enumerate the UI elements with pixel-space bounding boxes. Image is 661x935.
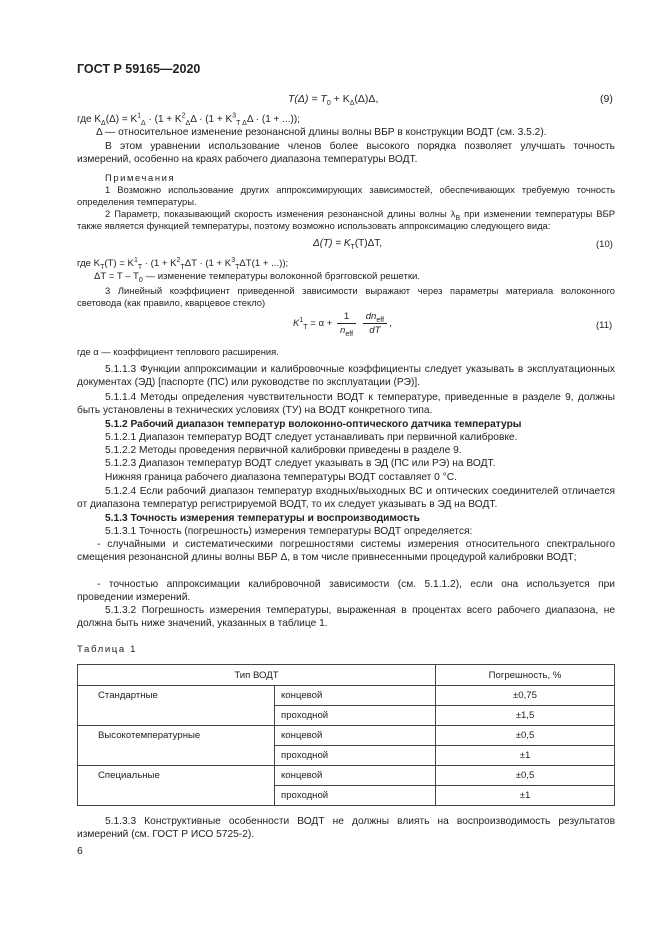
kind-cell: концевой — [275, 686, 436, 706]
type-cell-empty — [78, 706, 275, 726]
paragraph-5-1-3-1: 5.1.3.1 Точность (погрешность) измерения температуры ВОДТ определяется: — [105, 526, 473, 537]
where-k-t: где $K_T(T) = K^1_T \cdot (1 + K^2_T\Delta T \cdot (1 + K^3_T\Delta T(1$ + ...)); — [77, 256, 289, 271]
table-row — [78, 786, 615, 806]
error-cell: ±1 — [436, 786, 615, 806]
paragraph-5-1-1-4: 5.1.1.4 Методы определения чувствительности ВОДТ к температуре, приведенные в разделе 9, должны быть установлены в технических условиях (ТУ) на ВОДТ конкретного типа. — [77, 392, 615, 416]
bullet-random-errors: - случайными и систематическими погрешностями системы измерения относительного спектрального смещения резонансной длины волны ВБР Δ, в том числе привнесенными процедурой калибровки ВОДТ; — [77, 539, 615, 563]
col-header-type: Тип ВОДТ — [78, 665, 436, 686]
type-cell: Специальные — [78, 766, 275, 786]
error-cell: ±1,5 — [436, 706, 615, 726]
document-header: ГОСТ Р 59165—2020 — [77, 62, 201, 76]
paragraph-lower-bound: Нижняя граница рабочего диапазона температуры ВОДТ составляет 0 °С. — [105, 472, 457, 483]
table-row — [78, 766, 615, 786]
delta-t-definition: $\Delta T = T - T_0$ — изменение температуры волоконной брэгговской решетки. — [94, 271, 421, 284]
error-cell: ±0,75 — [436, 686, 615, 706]
kind-cell: проходной — [275, 706, 436, 726]
heading-5-1-2: 5.1.2 Рабочий диапазон температур волоконно-оптического датчика температуры — [105, 419, 522, 430]
col-header-error: Погрешность, % — [436, 665, 615, 686]
paragraph-5-1-2-3: 5.1.2.3 Диапазон температур ВОДТ следует указывать в ЭД (ПС или РЭ) на ВОДТ. — [105, 458, 496, 469]
table-row — [78, 706, 615, 726]
kind-cell: концевой — [275, 726, 436, 746]
notes-title: Примечания — [105, 172, 176, 183]
equation-11-number: (11) — [596, 320, 613, 331]
equation-9: $T(\Delta) = T_0 + K_\Delta(\Delta)\Delta$, — [288, 93, 379, 108]
type-cell: Высокотемпературные — [78, 726, 275, 746]
note-3: 3 Линейный коэффициент приведенной зависимости выражают через параметры материала волоконного световода (как правило, кварцевое стекло) — [77, 285, 615, 308]
page-number: 6 — [77, 845, 83, 857]
kind-cell: проходной — [275, 786, 436, 806]
error-cell: ±0,5 — [436, 766, 615, 786]
alpha-definition: где α — коэффициент теплового расширения. — [77, 346, 279, 357]
accuracy-table — [77, 664, 615, 806]
table-row — [78, 746, 615, 766]
table-caption: Таблица 1 — [77, 644, 138, 655]
type-cell-empty — [78, 786, 275, 806]
where-k-delta: где $K_\Delta(\Delta) = K^1_\Delta \cdot (1 + K^2_\Delta\Delta \cdot (1 + K^3_{T \Delta}\Delta \cdot (1$ + ...)); — [77, 112, 300, 127]
equation-10: $\Delta(T) = K_T(T)\Delta T$, — [313, 238, 383, 251]
table-header-row — [78, 665, 615, 686]
paragraph-5-1-3-3: 5.1.3.3 Конструктивные особенности ВОДТ не должны влиять на воспроизводимость результатов измерений (см. ГОСТ Р ИСО 5725-2). — [77, 816, 615, 840]
type-cell-empty — [78, 746, 275, 766]
type-cell: Стандартные — [78, 686, 275, 706]
paragraph-5-1-2-2: 5.1.2.2 Методы проведения первичной калибровки приведены в разделе 9. — [105, 445, 462, 456]
heading-5-1-3: 5.1.3 Точность измерения температуры и воспроизводимость — [105, 513, 420, 524]
error-cell: ±1 — [436, 746, 615, 766]
note-1: 1 Возможно использование других аппроксимирующих зависимостей, обеспечивающих требуемую точность определения температуры. — [77, 184, 615, 207]
bullet-approximation: - точностью аппроксимации калибровочной зависимости (см. 5.1.1.2), если она используется при проведении измерений. — [77, 579, 615, 603]
note-2: 2 Параметр, показывающий скорость изменения резонансной длины волны $\lambda_B$ при изменении температуры ВБР также является функцией температуры, поэтому возможно использовать аппроксимацию следующего вида: — [77, 208, 615, 231]
delta-definition: Δ — относительное изменение резонансной длины волны ВБР в конструкции ВОДТ (см. 3.5.2). — [96, 127, 547, 138]
equation-10-number: (10) — [596, 239, 613, 250]
paragraph-5-1-3-2: 5.1.3.2 Погрешность измерения температуры, выраженная в процентах всего рабочего диапазона, не должна быть ниже значений, указанных в таблице 1. — [77, 605, 615, 629]
paragraph-5-1-2-1: 5.1.2.1 Диапазон температур ВОДТ следует устанавливать при первичной калибровке. — [105, 432, 518, 443]
table-row — [78, 726, 615, 746]
paragraph-5-1-2-4: 5.1.2.4 Если рабочий диапазон температур входных/выходных ВС и оптических соединителей отличается от диапазона температур регистрируемой ВОДТ, то их следует указывать в ЭД на ВОДТ. — [77, 486, 615, 510]
kind-cell: проходной — [275, 746, 436, 766]
kind-cell: концевой — [275, 766, 436, 786]
equation-9-number: (9) — [600, 93, 613, 105]
paragraph-5-1-1-3: 5.1.1.3 Функции аппроксимации и калибровочные коэффициенты следует указывать в эксплуатационных документах (ЭД) [паспорте (ПС) или руководстве по эксплуатации (РЭ)]. — [77, 364, 615, 388]
paragraph-higher-order: В этом уравнении использование членов более высокого порядка позволяет улучшать точность измерений, особенно на краях рабочего диапазона температуры ВОДТ. — [77, 141, 615, 165]
equation-11: $K^1_T = \alpha$ + $\frac{1}{n_{eff}}$ $\frac{dn_{eff}}{dT}$ , — [293, 311, 392, 338]
error-cell: ±0,5 — [436, 726, 615, 746]
table-row — [78, 686, 615, 706]
